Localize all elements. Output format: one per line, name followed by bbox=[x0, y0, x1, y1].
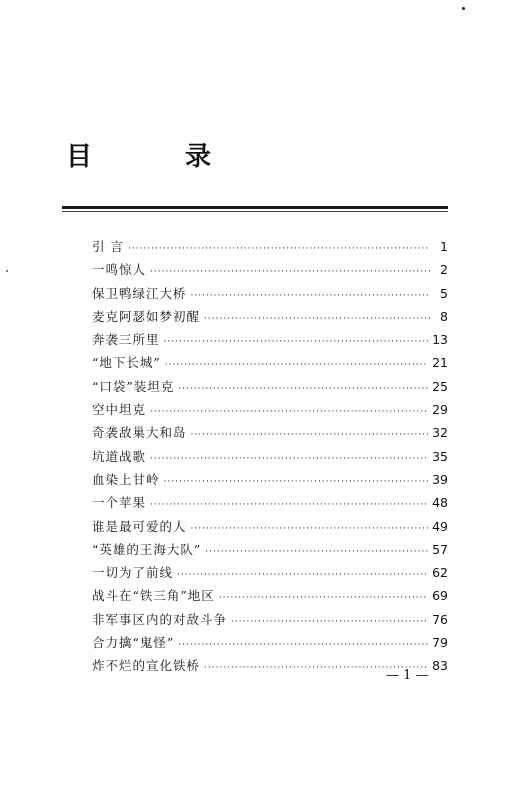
toc-entry-page: 62 bbox=[432, 565, 448, 581]
toc-entry-title: 引 言 bbox=[92, 239, 124, 254]
toc-entry bbox=[92, 584, 448, 607]
toc-entry-page: 57 bbox=[432, 541, 448, 557]
toc-entry-title: 炸不烂的宣化铁桥 bbox=[92, 658, 201, 674]
dot-leader bbox=[178, 378, 428, 401]
toc-entry bbox=[92, 468, 448, 491]
dot-leader bbox=[128, 238, 430, 261]
page-number: — 1 — bbox=[386, 668, 429, 683]
toc-entry-title: 血染上甘岭 bbox=[92, 471, 160, 487]
toc-entry-page: 13 bbox=[432, 332, 448, 348]
toc-entry-page: 69 bbox=[432, 588, 448, 604]
toc-entry bbox=[92, 561, 448, 584]
toc-entry bbox=[92, 351, 448, 374]
toc-entry bbox=[92, 445, 448, 468]
toc-entry bbox=[92, 282, 448, 305]
toc-entry-page: 79 bbox=[432, 635, 448, 651]
dot-leader bbox=[150, 401, 428, 424]
toc-entry-title: 一个苹果 bbox=[92, 495, 147, 511]
toc-entry-title: “口袋”装坦克 bbox=[92, 378, 175, 394]
toc-entry bbox=[92, 375, 448, 398]
toc-entry-page: 8 bbox=[440, 308, 448, 324]
dot-leader bbox=[150, 261, 430, 284]
toc-entry-title: 奇袭敌巢大和岛 bbox=[92, 425, 187, 441]
toc-entry-title: 一鸣惊人 bbox=[92, 262, 147, 278]
toc-entry-page: 35 bbox=[432, 448, 448, 464]
toc-entry-title: 麦克阿瑟如梦初醒 bbox=[92, 308, 201, 324]
toc-entry bbox=[92, 538, 448, 561]
toc-entry-title: 合力擒“鬼怪” bbox=[92, 635, 175, 651]
toc-entry-page: 83 bbox=[432, 658, 448, 674]
toc-entry bbox=[92, 515, 448, 538]
dot-leader bbox=[191, 518, 429, 541]
toc-entry bbox=[92, 491, 448, 514]
toc-entry-page: 29 bbox=[432, 402, 448, 418]
toc-entry bbox=[92, 305, 448, 328]
dot-leader bbox=[204, 308, 430, 331]
dot-leader bbox=[205, 541, 428, 564]
toc-entry-title: 谁是最可爱的人 bbox=[92, 518, 187, 534]
toc-entry-page: 5 bbox=[440, 285, 448, 301]
toc-entry-title: 坑道战歌 bbox=[92, 448, 147, 464]
toc-entry bbox=[92, 258, 448, 281]
ink-speck bbox=[462, 7, 465, 10]
toc-entry-title: 奔袭三所里 bbox=[92, 332, 160, 348]
dot-leader bbox=[231, 611, 428, 634]
table-of-contents bbox=[92, 235, 448, 678]
toc-entry-title: 空中坦克 bbox=[92, 402, 147, 418]
toc-entry bbox=[92, 398, 448, 421]
toc-entry bbox=[92, 631, 448, 654]
dot-leader bbox=[164, 331, 429, 354]
page-title: 目 录 bbox=[66, 142, 254, 172]
toc-entry-page: 25 bbox=[432, 378, 448, 394]
toc-entry bbox=[92, 608, 448, 631]
toc-entry-title: “地下长城” bbox=[92, 355, 161, 371]
toc-entry-page: 39 bbox=[432, 471, 448, 487]
toc-entry bbox=[92, 235, 448, 258]
toc-entry-page: 48 bbox=[432, 495, 448, 511]
title-divider-thin bbox=[62, 211, 448, 212]
dot-leader bbox=[165, 354, 428, 377]
toc-entry-title: 一切为了前线 bbox=[92, 565, 174, 581]
dot-leader bbox=[219, 587, 428, 610]
toc-entry-page: 49 bbox=[432, 518, 448, 534]
dot-leader bbox=[150, 448, 428, 471]
toc-entry-page: 32 bbox=[432, 425, 448, 441]
dot-leader bbox=[150, 494, 428, 517]
dot-leader bbox=[191, 285, 430, 308]
toc-entry-title: 保卫鸭绿江大桥 bbox=[92, 285, 187, 301]
toc-entry-page: 21 bbox=[432, 355, 448, 371]
toc-entry-page: 1 bbox=[440, 239, 448, 254]
ink-speck bbox=[6, 270, 8, 272]
toc-entry-title: “英雄的王海大队” bbox=[92, 541, 202, 557]
toc-entry-title: 非军事区内的对敌斗争 bbox=[92, 611, 228, 627]
dot-leader bbox=[164, 471, 429, 494]
toc-entry bbox=[92, 328, 448, 351]
toc-entry bbox=[92, 421, 448, 444]
toc-entry-page: 2 bbox=[440, 262, 448, 278]
toc-entry-title: 战斗在“铁三角”地区 bbox=[92, 588, 215, 604]
title-divider bbox=[62, 206, 448, 209]
dot-leader bbox=[191, 424, 429, 447]
toc-entry-page: 76 bbox=[432, 611, 448, 627]
dot-leader bbox=[178, 634, 428, 657]
